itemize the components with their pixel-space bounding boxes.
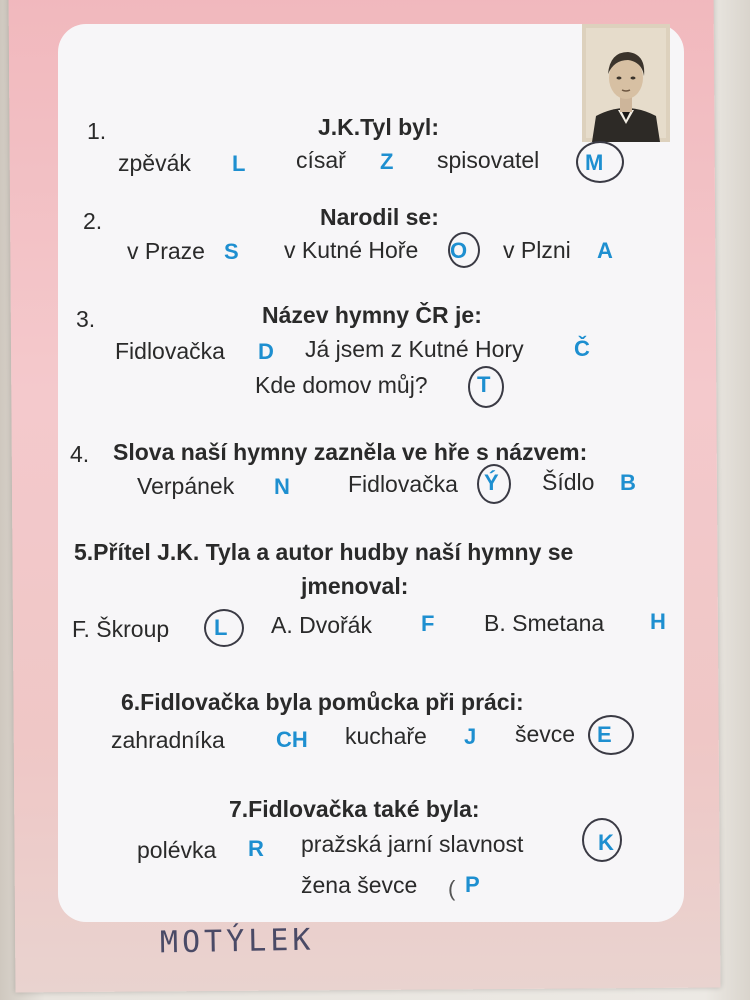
pencil-mark: ( bbox=[448, 876, 456, 901]
q3-option-letter: T bbox=[477, 372, 491, 397]
q6-option-letter: CH bbox=[276, 727, 308, 752]
q6-option-text: zahradníka bbox=[111, 727, 225, 753]
q5-option-letter: F bbox=[421, 611, 435, 636]
q4-option-text: Fidlovačka bbox=[348, 471, 458, 497]
q6-option-text: ševce bbox=[515, 721, 576, 747]
q4-option-letter: B bbox=[620, 470, 636, 495]
q2-option-letter: S bbox=[224, 239, 239, 264]
q7-option-letter: R bbox=[248, 836, 264, 861]
q3-option-text: Já jsem z Kutné Hory bbox=[305, 336, 524, 362]
q7-option-text: žena ševce bbox=[301, 872, 418, 898]
q7-option-letter: P bbox=[465, 872, 480, 897]
q3-option-text: Kde domov můj? bbox=[255, 372, 428, 398]
q4-title: Slova naší hymny zazněla ve hře s názvem: bbox=[113, 439, 588, 465]
q1-option-letter: L bbox=[232, 151, 246, 176]
q7-option-text: pražská jarní slavnost bbox=[301, 831, 524, 857]
answer-circle bbox=[588, 715, 634, 755]
q7-title: 7.Fidlovačka také byla: bbox=[229, 796, 480, 822]
q1-option-text: zpěvák bbox=[118, 150, 191, 176]
answer-circle bbox=[582, 818, 622, 862]
q1-option-text: spisovatel bbox=[437, 147, 540, 173]
q1-option-text: císař bbox=[296, 147, 346, 173]
q5-title-line2: jmenoval: bbox=[301, 573, 409, 599]
q3-option-text: Fidlovačka bbox=[115, 338, 225, 364]
q1-number: 1. bbox=[87, 118, 107, 144]
q6-title: 6.Fidlovačka byla pomůcka při práci: bbox=[121, 689, 524, 715]
q6-option-letter: E bbox=[597, 722, 612, 747]
q7-option-text: polévka bbox=[137, 837, 217, 863]
q4-option-text: Šídlo bbox=[542, 469, 595, 495]
q3-option-letter: D bbox=[258, 339, 274, 364]
q2-title: Narodil se: bbox=[320, 204, 439, 230]
q1-option-letter: M bbox=[585, 150, 604, 175]
answer-circle bbox=[448, 232, 480, 268]
q5-option-letter: H bbox=[650, 609, 666, 634]
q2-option-text: v Praze bbox=[127, 238, 205, 264]
answer-circle bbox=[204, 609, 244, 647]
q7-option-letter: K bbox=[598, 830, 614, 855]
q4-option-text: Verpánek bbox=[137, 473, 235, 499]
q5-option-text: F. Škroup bbox=[72, 616, 170, 642]
handwritten-answer: MOTÝLEK bbox=[159, 922, 315, 961]
answer-circle bbox=[468, 366, 504, 408]
q3-number: 3. bbox=[76, 306, 96, 332]
q5-option-text: A. Dvořák bbox=[271, 612, 372, 638]
q2-option-text: v Kutné Hoře bbox=[284, 237, 419, 263]
q5-option-text: B. Smetana bbox=[484, 610, 605, 636]
portrait-image bbox=[582, 24, 670, 142]
q2-number: 2. bbox=[83, 208, 103, 234]
q1-option-letter: Z bbox=[380, 149, 394, 174]
q5-option-letter: L bbox=[214, 615, 228, 640]
q3-title: Název hymny ČR je: bbox=[262, 302, 482, 328]
q2-option-letter: O bbox=[450, 238, 468, 263]
q3-option-letter: Č bbox=[574, 336, 590, 361]
q6-option-text: kuchaře bbox=[345, 723, 427, 749]
q1-title: J.K.Tyl byl: bbox=[318, 114, 439, 140]
q4-option-letter: N bbox=[274, 474, 290, 499]
q6-option-letter: J bbox=[464, 724, 477, 749]
q2-option-letter: A bbox=[597, 238, 613, 263]
q4-option-letter: Ý bbox=[484, 470, 499, 495]
answer-circle bbox=[477, 464, 511, 504]
q5-title-line1: 5.Přítel J.K. Tyla a autor hudby naší hymny se bbox=[74, 539, 574, 565]
q4-number: 4. bbox=[70, 441, 90, 467]
q2-option-text: v Plzni bbox=[503, 237, 571, 263]
answer-circle bbox=[576, 141, 624, 183]
